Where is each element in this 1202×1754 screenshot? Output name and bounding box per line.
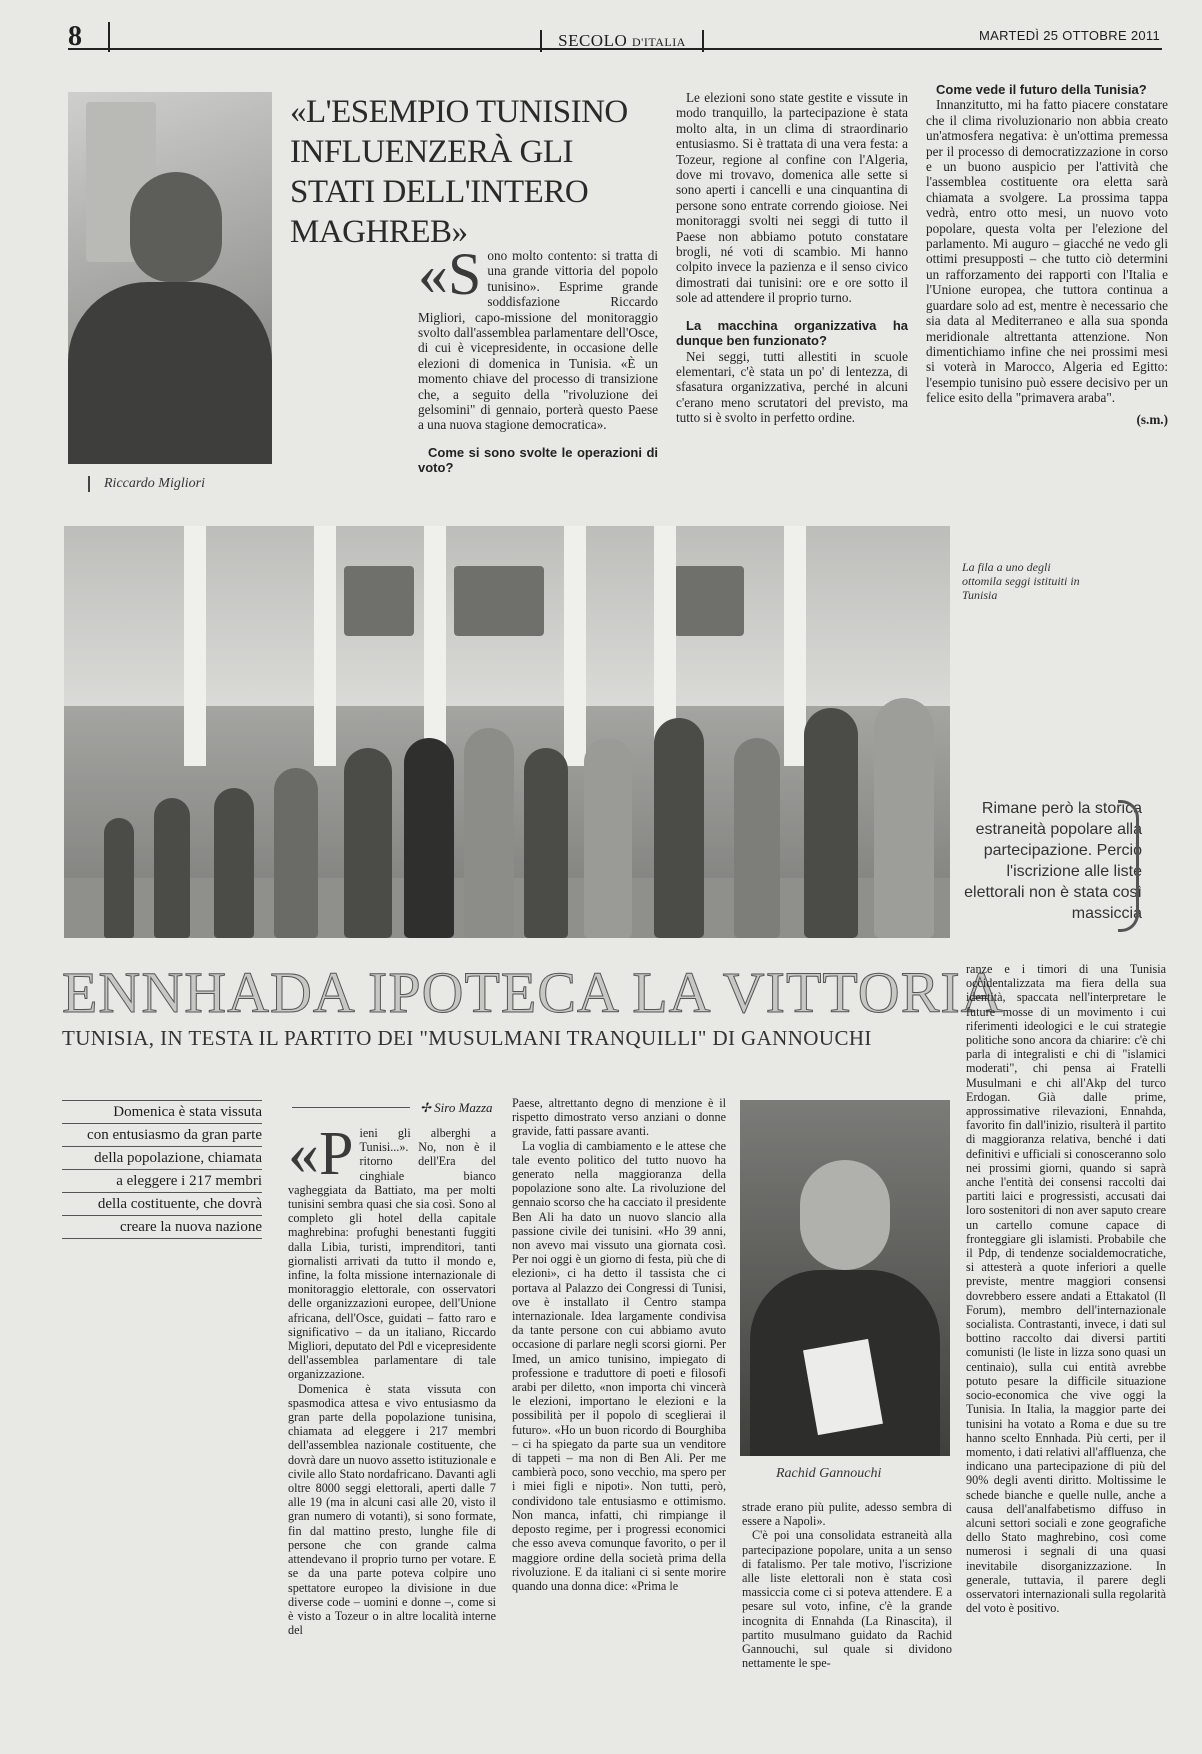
photo-figure-head	[800, 1160, 890, 1270]
pull-quote-right: Rimane però la storica estraneità popolare alla partecipazione. Perciò l'iscrizione alle liste elettorali non è stata così massiccia	[964, 800, 1142, 922]
issue-date: MARTEDÌ 25 OTTOBRE 2011	[978, 28, 1160, 43]
pull-quote-line: Domenica è stata vissuta	[62, 1100, 262, 1124]
top-col2-answer: Le elezioni sono state gestite e vissute in modo tranquillo, la partecipazione è stata molto alta, in un clima di straordinario entusiasmo. Si è trattata di una vera festa: a Tozeur, regione al confine con l'Algeria, dove mi trovavo, domenica alle sette si sono aperti i cancelli e una cinquantina di persone sono entrate correndo gioiose. Nei monitoraggi svolti nei seggi di tutto il Paese non abbiamo potuto constatare brogli, né voti di scambio. Mi hanno colpito invece la pazienza e il senso civico dimostrati dai tunisini: ore e ore sotto il sole ad attendere il proprio turno.	[676, 90, 908, 306]
photo-person	[154, 798, 190, 938]
top-col3-question: Come vede il futuro della Tunisia?	[936, 82, 1147, 97]
byline	[420, 1100, 493, 1116]
main-article-col-3	[742, 1500, 952, 1670]
top-col2-question: La macchina organizzativa ha dunque ben funzionato?	[676, 317, 908, 349]
photo-person	[524, 748, 568, 938]
main-col1-para-2: Domenica è stata vissuta con spasmodica attesa e vivo entusiasmo da gran parte della popolazione tunisina, chiamata ad eleggere i 217 membri dell'assemblea nazionale costituente, che dovrà dare un nuovo assetto istituzionale e civile allo Stato nordafricano. Davanti agli oltre 8000 seggi elettorali, aperti dalle 7 alle 19 (ma in alcuni casi alle 20, visto il gran numero di votanti), si sono formate, fin dal mattino presto, lunghe file di persone che con grande calma attendevano il proprio turno per votare. E se da una parte poteva colpire uno spettatore europeo la divisione in due diverse code – uomini e donne –, come si è visto a Tozeur o in altre località interne del	[288, 1381, 496, 1638]
byline-marker: ✢	[420, 1100, 435, 1115]
photo-rachid-gannouchi	[740, 1100, 950, 1456]
top-col1-question: Come si sono svolte le operazioni di voto?	[418, 444, 658, 476]
photo-person	[404, 738, 454, 938]
photo-person	[214, 788, 254, 938]
byline-rule	[292, 1107, 410, 1108]
photo-riccardo-migliori	[68, 92, 272, 464]
dropcap-s: «S	[418, 241, 482, 307]
photo-person	[734, 738, 780, 938]
paper-name	[540, 30, 704, 52]
top-col3-answer: Innanzitutto, mi ha fatto piacere constatare che il clima rivoluzionario non abbia creato un'atmosfera negativa: è un'ottima premessa per il processo di democratizzazione in corso e un buono auspicio per l'attività che l'assemblea costituente ora eletta sarà chiamata a svolgere. La prossima tappa vedrà, entro otto mesi, un nuovo voto popolare, questa volta per l'elezione del parlamento. Mi auguro – giacché ne vedo gli ottimi presupposti – che tutto ciò determini un rafforzamento dei rapporti con l'Italia e l'Unione europea, che tuttora continua a guardare solo ad est, mentre è necessario che sia data al Mediterraneo e alla sua sponda meridionale altrettanta attenzione. Non dimentichiamo infine che nei prossimi mesi si voterà in Marocco, Algeria ed Egitto: l'esempio tunisino può essere decisivo per un felice esito della "primavera araba".	[926, 97, 1168, 406]
photo-person	[464, 728, 514, 938]
top-col2-answer-2: Nei seggi, tutti allestiti in scuole elementari, c'è stata un po' di lentezza, di sfasatura organizzativa, perché in alcuni c'erano meno scrutatori del previsto, ma tutto si è svolto in perfetto ordine.	[676, 348, 908, 426]
caption-queue: La fila a uno degli ottomila seggi istituiti in Tunisia	[962, 560, 1080, 602]
photo-person	[874, 698, 934, 938]
pull-quote-line: della costituente, che dovrà	[62, 1193, 262, 1216]
photo-door	[344, 566, 414, 636]
photo-crowd	[64, 676, 950, 938]
page-number: 8	[68, 22, 110, 52]
top-article-col-1	[418, 241, 658, 476]
main-col1-para-1: ieni gli alberghi a Tunisi...». No, non è il ritorno dell'Era del cinghiale bianco vagheggiata da Battiato, ma per molti tunisini sembra quasi che sia così. Sono al completo gli hotel della capitale maghrebina: profughi benestanti fuggiti dalla Libia, turisti, imprenditori, tanti giornalisti arrivati da tutto il mondo e, infine, la folta missione internazionale di monitoraggio elettorale, con osservatori delle organizzazioni europee, dell'Unione africana, dell'Osce, guidati – fatto raro e significativo – da un italiano, Riccardo Migliori, deputato del Pdl e vicepresidente dell'assemblea parlamentare di tale organizzazione.	[288, 1126, 496, 1382]
photo-person	[274, 768, 318, 938]
pull-quote-line: con entusiasmo da gran parte	[62, 1124, 262, 1147]
top-col1-intro: ono molto contento: si tratta di una grande vittoria del popolo tunisino». Esprime grande soddisfazione Riccardo Migliori, capo-missione del monitoraggio svolto dall'assemblea parlamentare dell'Osce, di cui è vicepresidente, in occasione delle elezioni di domenica in Tunisia. «È un momento chiave del processo di transizione che, a seguito della "rivoluzione dei gelsomini" di gennaio, porterà questo Paese a una nuova stagione democratica».	[418, 248, 658, 433]
top-article-col-2	[676, 90, 908, 426]
pull-quote-line: a eleggere i 217 membri	[62, 1170, 262, 1193]
pull-quote-left	[62, 1100, 262, 1239]
top-headline: «L'ESEMPIO TUNISINO INFLUENZERÀ GLI STATI DELL'INTERO MAGHREB»	[290, 94, 628, 250]
photo-person	[584, 738, 632, 938]
top-article-col-3	[926, 82, 1168, 427]
pull-quote-line: creare la nuova nazione	[62, 1216, 262, 1239]
main-col2-para-2: La voglia di cambiamento e le attese che tale evento politico del tutto nuovo ha generato nella maggioranza della popolazione sono alte. La rivoluzione del gennaio scorso che ha cacciato il presidente Ben Ali ha dato un nuovo slancio alla passione civile dei tunisini. «Ho 39 anni, non avevo mai vissuto una giornata così. Per noi oggi è un giorno di festa, più che di elezioni», ci ha detto il tassista che ci portava al Palazzo dei Congressi di Tunisi, ove è installato il Centro stampa internazionale. Idea largamente condivisa da tante persone con cui abbiamo avuto occasione di parlare negli scorsi giorni. Per Imed, un amico tunisino, impiegato di professione e traduttore di poeti e filosofi arabi per diletto, «non importa chi vincerà le elezioni, importano le elezioni e la possibilità per il popolo di sceglierai il futuro». «Ho un buon ricordo di Bourghiba – ci ha spiegato da parte sua un venditore di tappeti – ma non di Ben Ali. Per me cambierà poco, sono vecchio, ma spero per i miei figli e nipoti». Non tutti, però, condividono tale entusiasmo e ottimismo. Non manca, infatti, chi rimpiange il deposto regime, per i progressi economici che esso aveva comunque favorito, o per il maggiore ordine della società prima della rivoluzione. E da italiani ci si sente morire quando una donna dice: «Prima le	[512, 1138, 726, 1593]
caption-gannouchi: Rachid Gannouchi	[776, 1466, 882, 1481]
main-col2-para-1: Paese, altrettanto degno di menzione è il rispetto dimostrato verso anziani o donne gravide, fatti passare avanti.	[512, 1096, 726, 1139]
main-col3-para-1: strade erano più pulite, adesso sembra di essere a Napoli».	[742, 1500, 952, 1529]
main-article-col-1	[288, 1120, 496, 1638]
photo-figure-body	[68, 282, 272, 464]
pull-quote-brace	[1118, 800, 1139, 932]
photo-door	[674, 566, 744, 636]
photo-person	[654, 718, 704, 938]
top-signature: (s.m.)	[1136, 411, 1168, 427]
paper-name-main: SECOLO	[558, 31, 628, 50]
caption-migliori: Riccardo Migliori	[88, 476, 205, 492]
main-col3-para-2: C'è poi una consolidata estraneità alla partecipazione popolare, unita a un senso di fatalismo. Per tale motivo, l'iscrizione alle liste elettorali non è stata così massiccia come ci si poteva attendere. E a pesare sul voto, infine, c'è la grande incognita di Ennahda (La Rinascita), il partito musulmano guidato da Rachid Gannouchi, sul quale si dividono nettamente le spe-	[742, 1528, 952, 1671]
photo-figure-head	[130, 172, 222, 282]
main-article-col-2	[512, 1096, 726, 1593]
main-article-col-4	[966, 962, 1166, 1615]
paper-name-suffix: D'ITALIA	[632, 35, 686, 49]
main-col4-para-1: ranze e i timori di una Tunisia occidentalizzata ma fiera della sua identità, spaccata nell'interpretare le future mosse di un movimento i cui riferimenti ideologici e le cui strategie politiche sono ancora da chiarire: c'è chi parla di integralisti e chi di "islamici moderati", chi pensa ai Fratelli Musulmani e chi all'Akp del turco Erdogan. Già dalle prime, approssimative rilevazioni, Ennahda, favorito fin dall'inizio, risulterà il partito di maggioranza relativa, benché i dati definitivi e ufficiali si conosceranno solo nei prossimi giorni, quando si saprà anche l'entità dei consensi raccolti dai partiti laici e progressisti, accusati dai loro sostenitori di non aver saputo creare un cartello comune capace di fronteggiare gli islamisti. Probabile che il Pdp, di tendenze socialdemocratiche, si attesterà a quote inferiori a quelle previste, mentre maggiori consensi dovrebbero essere andati a Ettakatol (Il Forum), membro dell'internazionale socialista. Contrastanti, invece, i dati sul bottino raccolto dai diversi partiti comunisti (le liste in lizza sono quasi un centinaio), sulla cui entità avrebbe potuto pesare la difficile situazione socio-economica che vive oggi la Tunisia. In Italia, la maggior parte dei tunisini ha votato a Roma e due su tre hanno scelto Ennhada. Più certi, per il momento, i dati relativi all'affluenza, che indicano una partecipazione di più del 90% degli aventi diritto. Moltissime le schede bianche e quelle nulle, anche a causa dell'analfabetismo diffuso in alcuni settori sociali e zone geografiche dello Stato maghrebino, così come numerosi i segnali di una quasi inevitabile disorganizzazione. In generale, tuttavia, il parere degli osservatori internazionali sulla regolarità del voto è positivo.	[966, 962, 1166, 1616]
photo-person	[804, 708, 858, 938]
photo-voting-queue	[64, 526, 950, 938]
main-headline: ENNHADA IPOTECA LA VITTORIA	[62, 960, 1004, 1025]
dropcap-p: «P	[288, 1120, 354, 1188]
pull-quote-line: della popolazione, chiamata	[62, 1147, 262, 1170]
photo-person	[344, 748, 392, 938]
main-subheadline: TUNISIA, IN TESTA IL PARTITO DEI "MUSULMANI TRANQUILLI" DI GANNOUCHI	[62, 1026, 872, 1050]
byline-author: Siro Mazza	[434, 1100, 493, 1115]
photo-person	[104, 818, 134, 938]
photo-door	[454, 566, 544, 636]
